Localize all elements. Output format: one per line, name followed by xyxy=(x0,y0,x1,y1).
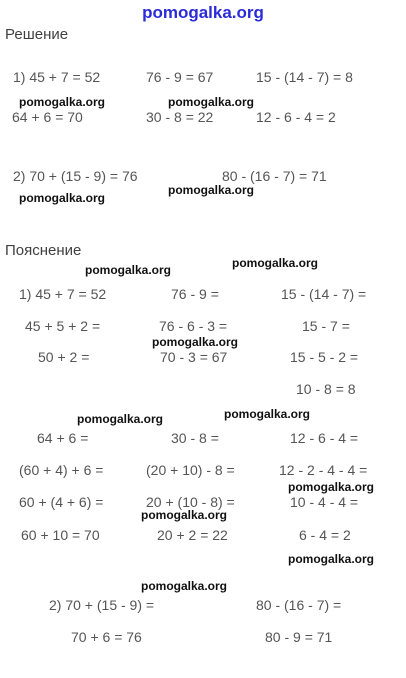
explanation-step: 2) 70 + (15 - 9) = xyxy=(49,597,155,613)
watermark: pomogalka.org xyxy=(168,183,255,197)
explanation-step: 60 + (4 + 6) = xyxy=(19,494,104,510)
explanation-step: 6 - 4 = 2 xyxy=(299,527,351,543)
explanation-step: 10 - 4 - 4 = xyxy=(290,494,359,510)
explanation-step: (20 + 10) - 8 = xyxy=(146,462,235,478)
explanation-heading: Пояснение xyxy=(5,242,82,259)
solution-heading: Решение xyxy=(5,26,69,43)
explanation-step: (60 + 4) + 6 = xyxy=(19,462,104,478)
explanation-step: 15 - (14 - 7) = xyxy=(281,286,367,302)
watermark: pomogalka.org xyxy=(232,256,319,270)
watermark: pomogalka.org xyxy=(141,508,228,522)
explanation-step: 80 - (16 - 7) = xyxy=(256,597,342,613)
solution-equation: 12 - 6 - 4 = 2 xyxy=(256,109,336,125)
explanation-step: 60 + 10 = 70 xyxy=(21,527,100,543)
explanation-step: 45 + 5 + 2 = xyxy=(25,318,101,334)
watermark: pomogalka.org xyxy=(168,95,255,109)
watermark: pomogalka.org xyxy=(288,552,375,566)
explanation-step: 15 - 5 - 2 = xyxy=(290,349,359,365)
explanation-step: 70 + 6 = 76 xyxy=(71,629,142,645)
explanation-step: 64 + 6 = xyxy=(37,430,89,446)
explanation-step: 70 - 3 = 67 xyxy=(160,349,228,365)
watermark: pomogalka.org xyxy=(224,407,311,421)
explanation-step: 76 - 6 - 3 = xyxy=(159,318,228,334)
solution-equation: 2) 70 + (15 - 9) = 76 xyxy=(13,168,138,184)
solution-equation: 76 - 9 = 67 xyxy=(146,69,214,85)
solution-equation: 15 - (14 - 7) = 8 xyxy=(256,69,353,85)
solution-equation: 80 - (16 - 7) = 71 xyxy=(222,168,327,184)
watermark: pomogalka.org xyxy=(85,263,172,277)
site-header: pomogalka.org xyxy=(142,3,264,22)
explanation-step: 30 - 8 = xyxy=(171,430,219,446)
explanation-step: 20 + (10 - 8) = xyxy=(146,494,235,510)
explanation-step: 15 - 7 = xyxy=(302,318,350,334)
watermark: pomogalka.org xyxy=(77,412,164,426)
watermark: pomogalka.org xyxy=(152,335,239,349)
explanation-step: 20 + 2 = 22 xyxy=(157,527,228,543)
watermark: pomogalka.org xyxy=(288,480,375,494)
watermark: pomogalka.org xyxy=(19,95,106,109)
solution-equation: 64 + 6 = 70 xyxy=(12,109,83,125)
explanation-step: 1) 45 + 7 = 52 xyxy=(19,286,107,302)
explanation-step: 50 + 2 = xyxy=(38,349,90,365)
explanation-step: 80 - 9 = 71 xyxy=(265,629,333,645)
watermark: pomogalka.org xyxy=(141,579,228,593)
watermark: pomogalka.org xyxy=(19,191,106,205)
solution-equation: 1) 45 + 7 = 52 xyxy=(13,69,101,85)
explanation-step: 12 - 6 - 4 = xyxy=(290,430,359,446)
explanation-step: 76 - 9 = xyxy=(171,286,219,302)
explanation-step: 10 - 8 = 8 xyxy=(296,381,356,397)
solution-equation: 30 - 8 = 22 xyxy=(146,109,214,125)
explanation-step: 12 - 2 - 4 - 4 = xyxy=(279,462,368,478)
